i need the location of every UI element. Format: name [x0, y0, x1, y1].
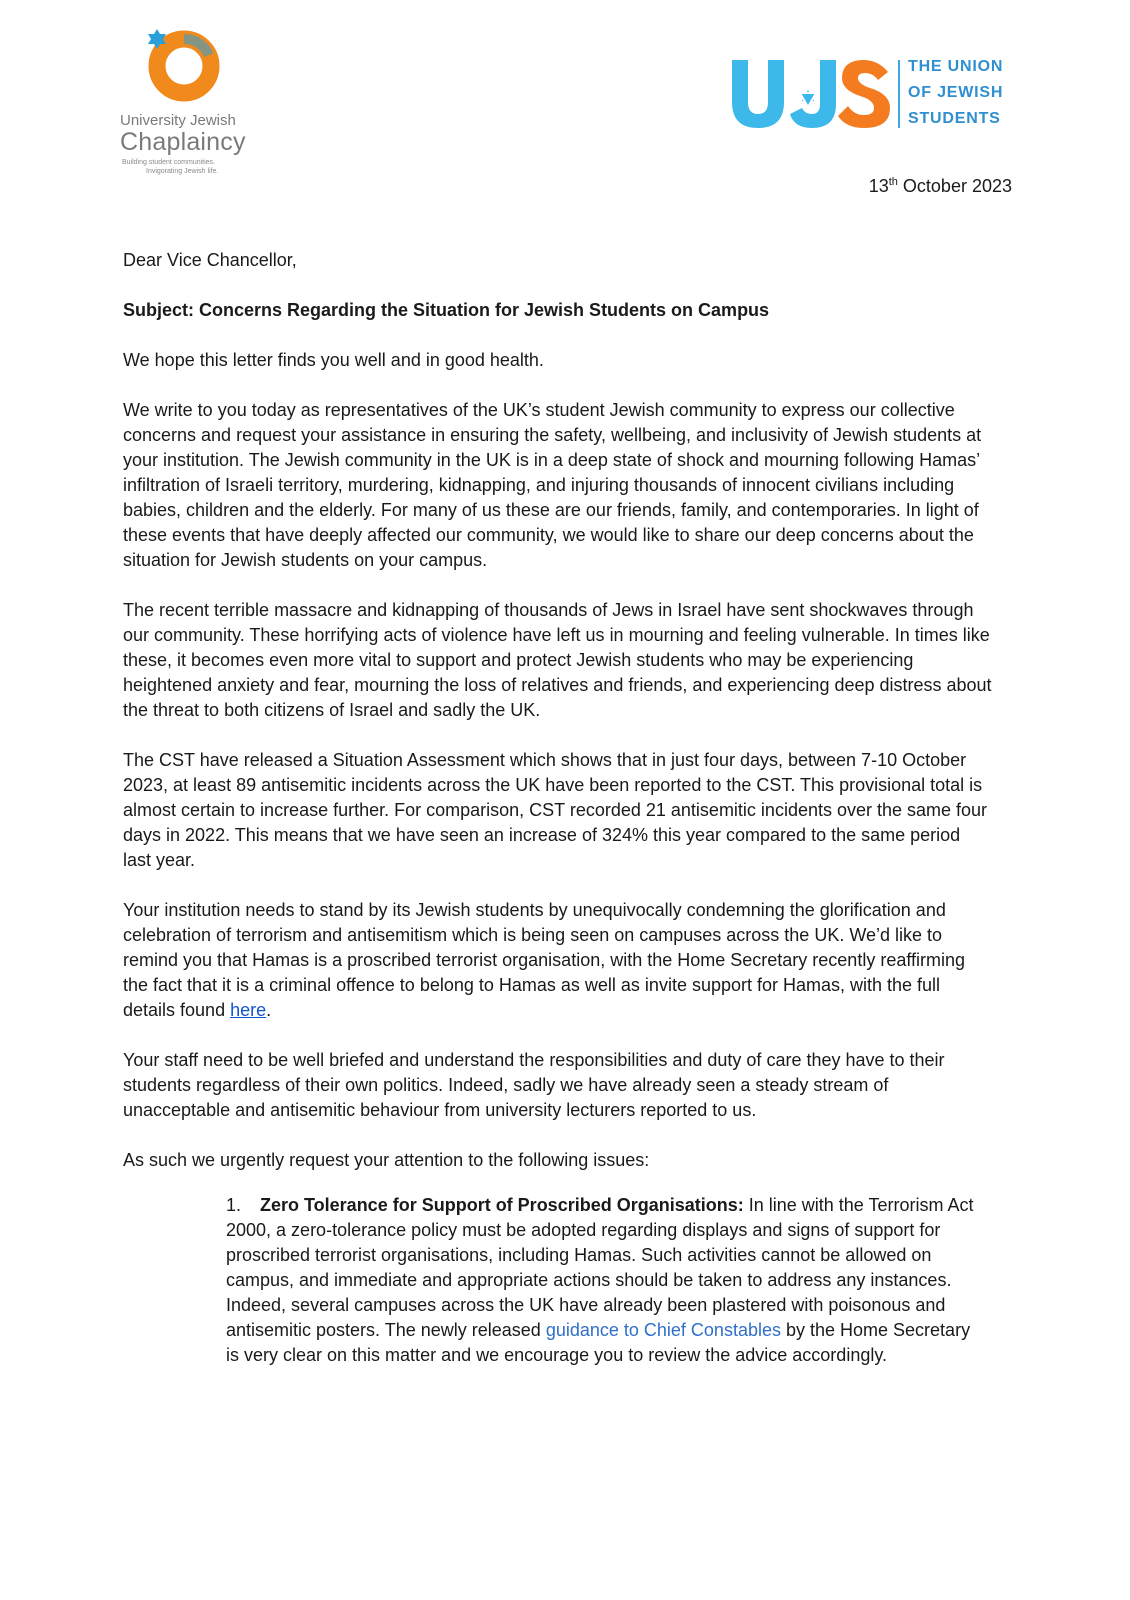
ujs-letters-graphic [728, 58, 894, 130]
list-item-text-end: by the Home Secretary is very clear on this matter and we encourage you to review the advice accordingly. [226, 1320, 971, 1365]
here-link[interactable]: here [230, 1000, 267, 1020]
ujs-logo [728, 58, 1008, 130]
paragraph-institution-text: Your institution needs to stand by its Jewish students by unequivocally condemning the glorification and celebration of terrorism and antisemitism which is being seen on campuses across the UK. We’d like to remind you that Hamas is a proscribed terrorist organisation, with the Home Secretary recently reaffirming the fact that it is a criminal offence to belong to Hamas as well as invite support for Hamas, with the full details found [123, 900, 966, 1020]
paragraph-introduction: We write to you today as representatives of the UK’s student Jewish community to express our collective concerns and request your assistance in ensuring the safety, wellbeing, and inclusivity of Jewish students at your institution. The Jewish community in the UK is in a deep state of shock and mourning following Hamas’ infiltration of Israeli territory, murdering, kidnapping, and injuring thousands of innocent civilians including babies, children and the elderly. For many of us these are our friends, family, and contemporaries. In light of these events that have deeply affected our community, we would like to share our deep concerns about the situation for Jewish students on your campus. [123, 400, 982, 570]
paragraph-institution-end: . [266, 1000, 272, 1020]
ujs-line1: THE UNION [908, 58, 1004, 75]
paragraph-request: As such we urgently request your attention to the following issues: [123, 1150, 650, 1170]
chaplaincy-logo-line2: Chaplaincy [120, 128, 246, 156]
list-item-heading: Zero Tolerance for Support of Proscribed Organisations: [260, 1195, 744, 1215]
paragraph-massacre: The recent terrible massacre and kidnapping of thousands of Jews in Israel have sent shockwaves through our community. These horrifying acts of violence have left us in mourning and feeling vulnerable. In times like these, it becomes even more vital to support and protect Jewish students who may be experiencing heightened anxiety and fear, mourning the loss of relatives and friends, and experiencing deep distress about the threat to both citizens of Israel and sadly the UK. [123, 600, 992, 720]
chaplaincy-tagline-1: Building student communities. [122, 159, 215, 166]
list-item-text: In line with the Terrorism Act 2000, a zero-tolerance policy must be adopted regarding displays and signs of support for proscribed terrorist organisations, including Hamas. Such activities cannot be allowed on campus, and immediate and appropriate actions should be taken to address any instances. Indeed, several campuses across the UK have already been plastered with poisonous and antisemitic posters. The newly released [226, 1195, 974, 1340]
ujs-line2: OF JEWISH [908, 84, 1004, 101]
chaplaincy-tagline-2: Invigorating Jewish life. [146, 168, 219, 175]
paragraph-institution-stance [123, 898, 993, 1023]
chaplaincy-logo-line1: University Jewish [120, 112, 236, 129]
star-of-david-icon [146, 28, 168, 50]
letter-body [123, 248, 993, 1368]
list-item [226, 1193, 986, 1368]
ujs-divider [898, 60, 900, 128]
list-item-number: 1. [226, 1195, 242, 1215]
guidance-link[interactable]: guidance to Chief Constables [545, 1320, 781, 1340]
salutation: Dear Vice Chancellor, [123, 250, 297, 270]
university-jewish-chaplaincy-logo [120, 28, 270, 178]
subject-line: Subject: Concerns Regarding the Situation for Jewish Students on Campus [123, 300, 770, 320]
letter-date [869, 176, 1012, 197]
ujs-line3: STUDENTS [908, 110, 1001, 127]
paragraph-greeting: We hope this letter finds you well and in good health. [123, 350, 544, 370]
date-rest: October 2023 [897, 176, 1012, 196]
date-day: 13 [868, 176, 889, 196]
paragraph-staff-briefing: Your staff need to be well briefed and understand the responsibilities and duty of care they have to their students regardless of their own politics. Indeed, sadly we have already seen a steady stream of unacceptable and antisemitic behaviour from university lecturers reported to us. [123, 1050, 945, 1120]
issues-list [226, 1193, 986, 1368]
paragraph-cst-statistics: The CST have released a Situation Assessment which shows that in just four days, between 7-10 October 2023, at least 89 antisemitic incidents across the UK have been reported to the CST. This provisional total is almost certain to increase further. For comparison, CST recorded 21 antisemitic incidents over the same four days in 2022. This means that we have seen an increase of 324% this year compared to the same period last year. [123, 750, 988, 870]
date-suffix: th [888, 176, 898, 188]
